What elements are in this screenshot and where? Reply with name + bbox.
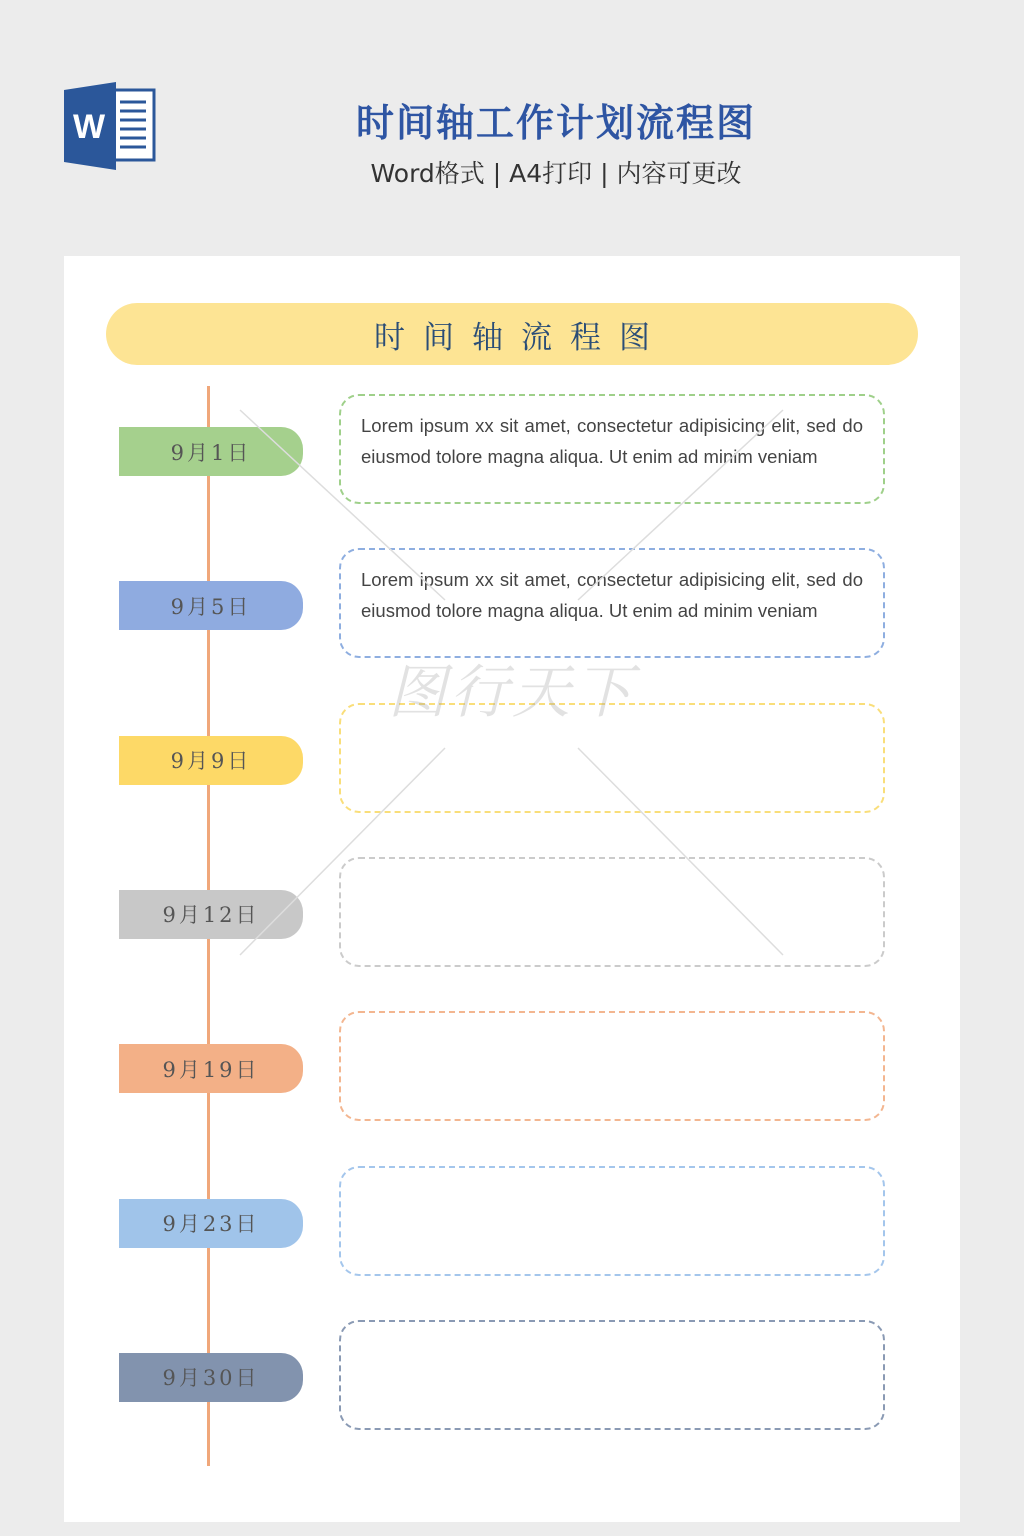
entry-text: Lorem ipsum xx sit amet, consectetur adipisicing elit, sed do eiusmod tolore magna aliqua. Ut enim ad minim veniam (361, 569, 863, 622)
timeline-entry-box[interactable] (339, 1320, 885, 1430)
page-subtitle: Word格式 | A4打印 | 内容可更改 (370, 159, 742, 188)
date-tab: 9月23日 (119, 1199, 303, 1248)
date-tab: 9月1日 (119, 427, 303, 476)
entry-text (361, 719, 863, 801)
entry-text (361, 873, 863, 955)
title-banner (106, 303, 918, 365)
date-tab: 9月9日 (119, 736, 303, 785)
page-title: 时间轴工作计划流程图 (355, 101, 756, 145)
timeline-entry-box[interactable] (339, 1166, 885, 1276)
timeline-entry-box[interactable] (339, 548, 885, 658)
entry-text (361, 1182, 863, 1264)
banner-title: 时间轴流程图 (374, 319, 668, 356)
timeline-entry-box[interactable] (339, 1011, 885, 1121)
entry-text (361, 1336, 863, 1418)
entry-text: Lorem ipsum xx sit amet, consectetur adipisicing elit, sed do eiusmod tolore magna aliqua. Ut enim ad minim veniam (361, 415, 863, 467)
date-tab: 9月19日 (119, 1044, 303, 1093)
word-doc-icon (64, 80, 158, 172)
entry-text (361, 1027, 863, 1109)
timeline-entry-box[interactable] (339, 857, 885, 967)
timeline-entry-box[interactable] (339, 394, 885, 504)
watermark: 图行天下 (388, 658, 637, 726)
date-tab: 9月5日 (119, 581, 303, 630)
timeline-entry-box[interactable] (339, 703, 885, 813)
document-page (64, 256, 960, 1522)
date-tab: 9月12日 (119, 890, 303, 939)
date-tab: 9月30日 (119, 1353, 303, 1402)
logo-letter: W (72, 108, 106, 146)
